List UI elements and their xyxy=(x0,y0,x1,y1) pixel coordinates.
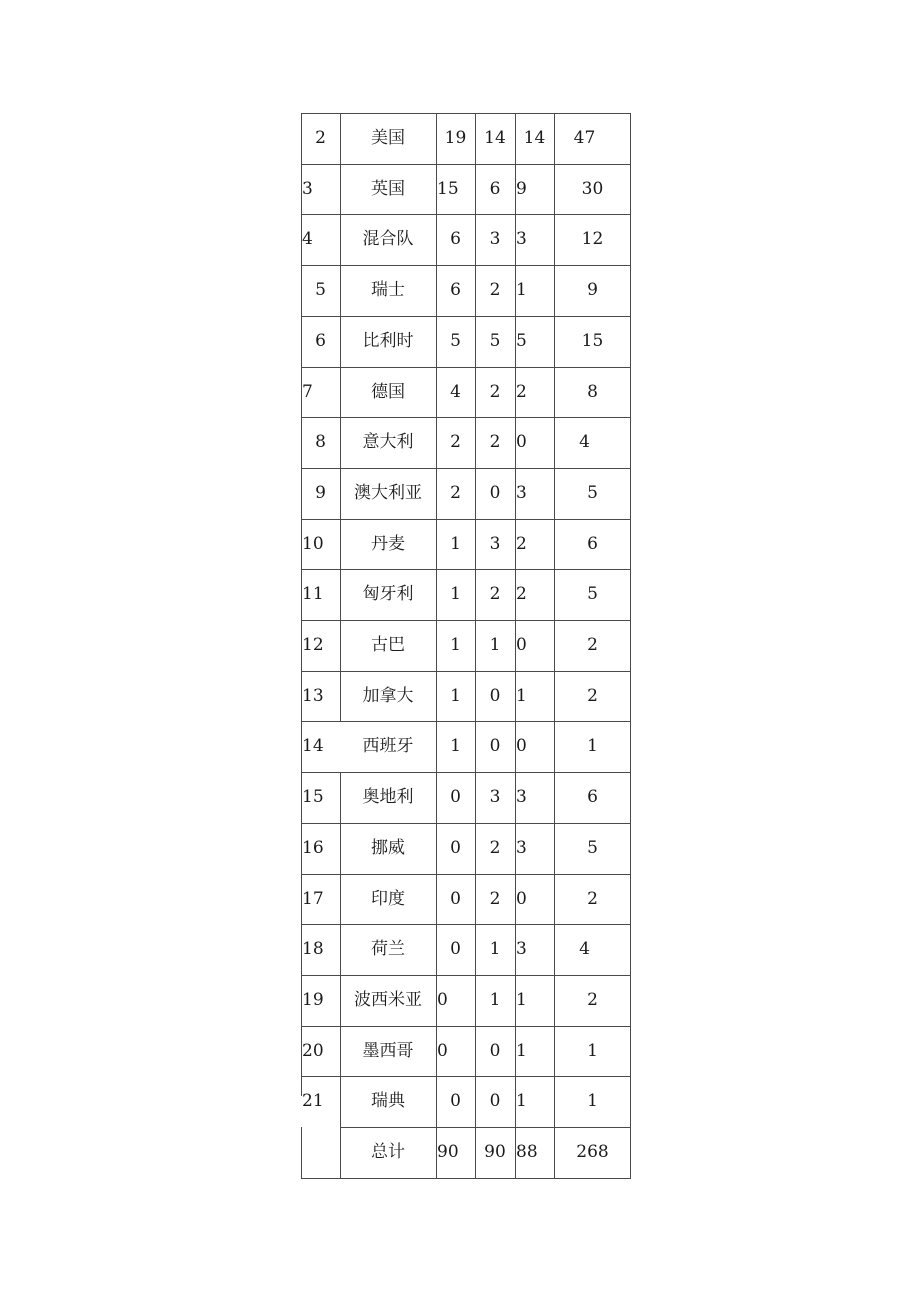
table-rule xyxy=(301,975,631,976)
silver-cell: 0 xyxy=(489,736,501,757)
rank-cell: 18 xyxy=(302,939,324,960)
gold-cell: 1 xyxy=(450,584,461,605)
gold-cell: 0 xyxy=(450,837,461,858)
table-rule xyxy=(301,620,631,621)
rank-cell: 9 xyxy=(315,482,326,503)
table-row xyxy=(301,1076,631,1127)
gold-cell: 90 xyxy=(437,1142,459,1162)
bronze-cell: 0 xyxy=(516,635,527,655)
silver-cell: 0 xyxy=(489,1091,501,1112)
table-rule xyxy=(301,367,631,368)
total-cell: 268 xyxy=(576,1142,609,1162)
rank-cell: 6 xyxy=(315,330,326,351)
total-cell: 2 xyxy=(587,685,598,706)
bronze-cell: 2 xyxy=(516,381,527,402)
gold-cell: 15 xyxy=(437,178,459,199)
table-row xyxy=(301,1026,631,1077)
country-cell: 总计 xyxy=(371,1142,405,1162)
rank-cell: 14 xyxy=(302,736,324,757)
bronze-cell: 0 xyxy=(516,432,527,453)
total-cell: 5 xyxy=(587,482,598,503)
gold-cell: 1 xyxy=(450,685,461,706)
rank-cell: 7 xyxy=(302,381,313,402)
country-cell: 瑞典 xyxy=(371,1091,405,1112)
table-row xyxy=(301,924,631,975)
country-cell: 西班牙 xyxy=(362,736,414,757)
table-row xyxy=(301,265,631,316)
table-rule xyxy=(301,519,631,520)
country-cell: 印度 xyxy=(371,888,405,909)
bronze-cell: 1 xyxy=(516,685,527,706)
table-rule xyxy=(340,1127,631,1128)
silver-cell: 2 xyxy=(489,584,501,605)
gold-cell: 6 xyxy=(450,280,461,301)
table-row xyxy=(301,113,631,164)
gold-cell: 0 xyxy=(437,1040,448,1061)
country-cell: 古巴 xyxy=(371,635,405,655)
table-row xyxy=(301,874,631,925)
country-cell: 澳大利亚 xyxy=(354,482,422,503)
table-row xyxy=(301,367,631,418)
total-cell: 6 xyxy=(587,533,598,554)
table-rule xyxy=(301,265,631,266)
silver-cell: 5 xyxy=(489,330,501,351)
total-cell: 2 xyxy=(587,888,598,909)
rank-cell: 20 xyxy=(302,1040,324,1061)
bronze-cell: 1 xyxy=(516,1091,527,1112)
table-rule xyxy=(301,417,631,418)
total-cell: 2 xyxy=(587,989,598,1010)
total-cell: 1 xyxy=(587,1040,598,1061)
table-row xyxy=(301,569,631,620)
country-cell: 意大利 xyxy=(362,432,414,453)
table-row xyxy=(301,468,631,519)
gold-cell: 0 xyxy=(450,1091,461,1112)
country-cell: 英国 xyxy=(371,178,405,199)
silver-cell: 0 xyxy=(489,1040,501,1061)
rank-cell: 15 xyxy=(302,787,324,808)
gold-cell: 0 xyxy=(437,989,448,1010)
country-cell: 墨西哥 xyxy=(362,1040,414,1061)
total-cell: 6 xyxy=(587,787,598,808)
table-rule xyxy=(301,671,631,672)
rank-cell: 5 xyxy=(315,280,326,301)
gold-cell: 1 xyxy=(450,736,461,757)
gold-cell: 1 xyxy=(450,533,461,554)
silver-cell: 3 xyxy=(489,787,501,808)
silver-cell: 2 xyxy=(489,432,501,453)
rank-cell: 19 xyxy=(302,989,324,1010)
silver-cell: 2 xyxy=(489,837,501,858)
table-rule xyxy=(301,823,631,824)
table-rule xyxy=(301,874,631,875)
table-rule xyxy=(340,1127,341,1178)
total-cell: 1 xyxy=(587,1091,598,1112)
table-rule xyxy=(301,721,631,722)
total-cell: 4 xyxy=(579,939,590,960)
gold-cell: 0 xyxy=(450,888,461,909)
table-row xyxy=(301,519,631,570)
bronze-cell: 3 xyxy=(516,787,527,808)
bronze-cell: 9 xyxy=(516,178,527,199)
total-cell: 4 xyxy=(579,432,590,453)
table-rule xyxy=(301,316,631,317)
country-cell: 奥地利 xyxy=(362,787,414,808)
total-cell: 47 xyxy=(573,128,596,148)
table-rule xyxy=(340,772,341,1127)
total-cell: 8 xyxy=(587,381,598,402)
rank-cell: 4 xyxy=(302,229,313,250)
silver-cell: 0 xyxy=(489,482,501,503)
bronze-cell: 5 xyxy=(516,330,527,351)
rank-cell: 10 xyxy=(302,533,324,554)
table-rule xyxy=(301,569,631,570)
rank-cell: 3 xyxy=(302,178,313,199)
bronze-cell: 3 xyxy=(516,837,527,858)
rank-cell: 13 xyxy=(302,685,324,706)
table-rule xyxy=(554,113,555,1178)
medal-table xyxy=(301,113,631,1178)
table-rule xyxy=(340,113,341,721)
bronze-cell: 0 xyxy=(516,736,527,757)
country-cell: 荷兰 xyxy=(371,939,405,960)
country-cell: 挪威 xyxy=(371,837,405,858)
total-cell: 2 xyxy=(587,635,598,655)
country-cell: 丹麦 xyxy=(371,533,405,554)
total-cell: 5 xyxy=(587,837,598,858)
silver-cell: 90 xyxy=(484,1142,506,1162)
silver-cell: 3 xyxy=(489,229,501,250)
gold-cell: 0 xyxy=(450,939,461,960)
table-row xyxy=(301,164,631,215)
table-rule xyxy=(301,164,631,165)
silver-cell: 3 xyxy=(489,533,501,554)
table-rule xyxy=(301,1178,631,1179)
table-rule xyxy=(630,113,631,1178)
bronze-cell: 2 xyxy=(516,584,527,605)
rank-cell xyxy=(301,1127,340,1178)
bronze-cell: 1 xyxy=(516,1040,527,1061)
rank-cell: 21 xyxy=(302,1091,324,1112)
table-rule xyxy=(301,1127,302,1178)
table-rule xyxy=(515,113,516,1178)
bronze-cell: 2 xyxy=(516,533,527,554)
silver-cell: 2 xyxy=(489,280,501,301)
gold-cell: 2 xyxy=(450,482,461,503)
bronze-cell: 3 xyxy=(516,482,527,503)
table-rule xyxy=(301,924,631,925)
country-cell: 匈牙利 xyxy=(362,584,414,605)
silver-cell: 1 xyxy=(489,989,501,1010)
silver-cell: 2 xyxy=(489,381,501,402)
table-row xyxy=(301,316,631,367)
rank-cell: 17 xyxy=(302,888,324,909)
country-cell: 瑞士 xyxy=(371,280,405,301)
silver-cell: 6 xyxy=(489,178,501,199)
table-row xyxy=(301,671,631,722)
table-rule xyxy=(301,214,631,215)
bronze-cell: 3 xyxy=(516,229,527,250)
bronze-cell: 14 xyxy=(523,128,546,148)
gold-cell: 4 xyxy=(450,381,461,402)
bronze-cell: 1 xyxy=(516,989,527,1010)
total-cell: 9 xyxy=(587,280,598,301)
silver-cell: 2 xyxy=(489,888,501,909)
table-rule xyxy=(301,468,631,469)
table-rule xyxy=(475,113,476,1178)
country-cell: 德国 xyxy=(371,381,405,402)
gold-cell: 5 xyxy=(450,330,461,351)
country-cell: 混合队 xyxy=(362,229,414,250)
total-cell: 12 xyxy=(581,229,604,250)
table-row xyxy=(301,823,631,874)
table-row xyxy=(301,620,631,671)
gold-cell: 1 xyxy=(450,635,461,655)
table-rule xyxy=(301,113,302,1096)
table-row xyxy=(301,214,631,265)
rank-cell: 2 xyxy=(315,128,326,148)
total-cell: 1 xyxy=(587,736,598,757)
table-row xyxy=(301,772,631,823)
rank-cell: 12 xyxy=(302,635,324,655)
silver-cell: 14 xyxy=(484,128,506,148)
table-row xyxy=(301,1127,631,1178)
silver-cell: 0 xyxy=(489,685,501,706)
table-row xyxy=(301,721,631,772)
bronze-cell: 1 xyxy=(516,280,527,301)
table-rule xyxy=(301,772,631,773)
bronze-cell: 0 xyxy=(516,888,527,909)
gold-cell: 19 xyxy=(444,128,467,148)
total-cell: 5 xyxy=(587,584,598,605)
bronze-cell: 3 xyxy=(516,939,527,960)
country-cell: 美国 xyxy=(371,128,405,148)
table-rule xyxy=(301,1026,631,1027)
table-row xyxy=(301,417,631,468)
silver-cell: 1 xyxy=(489,635,501,655)
table-row xyxy=(301,975,631,1026)
bronze-cell: 88 xyxy=(516,1142,538,1162)
country-cell: 加拿大 xyxy=(362,685,414,706)
silver-cell: 1 xyxy=(489,939,501,960)
total-cell: 15 xyxy=(581,330,604,351)
rank-cell: 16 xyxy=(302,837,324,858)
rank-cell: 8 xyxy=(315,432,326,453)
table-rule xyxy=(301,1076,631,1077)
table-rule xyxy=(301,113,631,114)
rank-cell: 11 xyxy=(302,584,324,605)
gold-cell: 6 xyxy=(450,229,461,250)
country-cell: 波西米亚 xyxy=(354,989,422,1010)
country-cell: 比利时 xyxy=(362,330,414,351)
gold-cell: 2 xyxy=(450,432,461,453)
total-cell: 30 xyxy=(581,178,604,199)
table-rule xyxy=(436,113,437,1178)
gold-cell: 0 xyxy=(450,787,461,808)
